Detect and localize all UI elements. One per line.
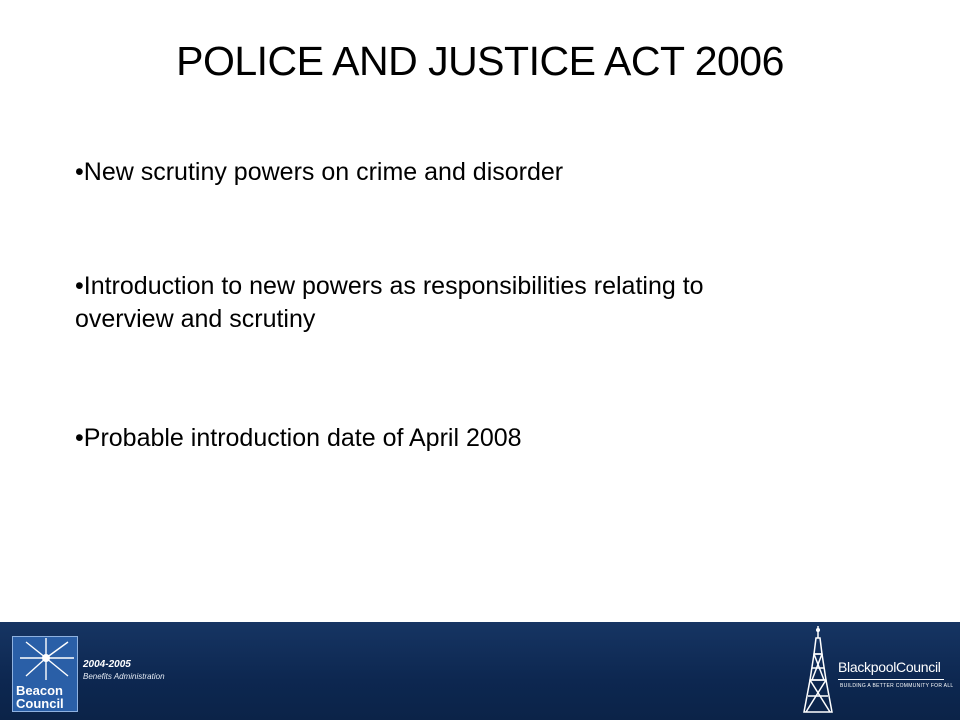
council-divider [838,679,944,680]
bullet-marker: • [75,424,84,452]
bullet-item [75,156,895,189]
star-burst-icon [12,636,78,684]
beacon-council-logo [12,636,80,712]
beacon-word-2: Council [16,696,64,711]
slide-title: POLICE AND JUSTICE ACT 2006 [176,38,784,84]
bullet-text: Introduction to new powers as responsibilities relating to overview and scrutiny [75,272,704,333]
beacon-word-1: Beacon [16,683,63,698]
bullet-text: New scrutiny powers on crime and disorder [83,158,564,186]
beacon-subtitle: Benefits Administration [83,672,165,681]
bullet-marker: • [75,158,84,186]
bullet-item [75,422,895,455]
bullet-item [75,270,775,336]
blackpool-tower-icon [800,624,836,716]
council-name: BlackpoolCouncil [838,659,941,675]
beacon-years: 2004-2005 [83,659,131,670]
bullet-marker: • [75,272,84,300]
council-tagline: BUILDING A BETTER COMMUNITY FOR ALL [840,683,954,689]
bullet-text: Probable introduction date of April 2008 [83,424,522,452]
